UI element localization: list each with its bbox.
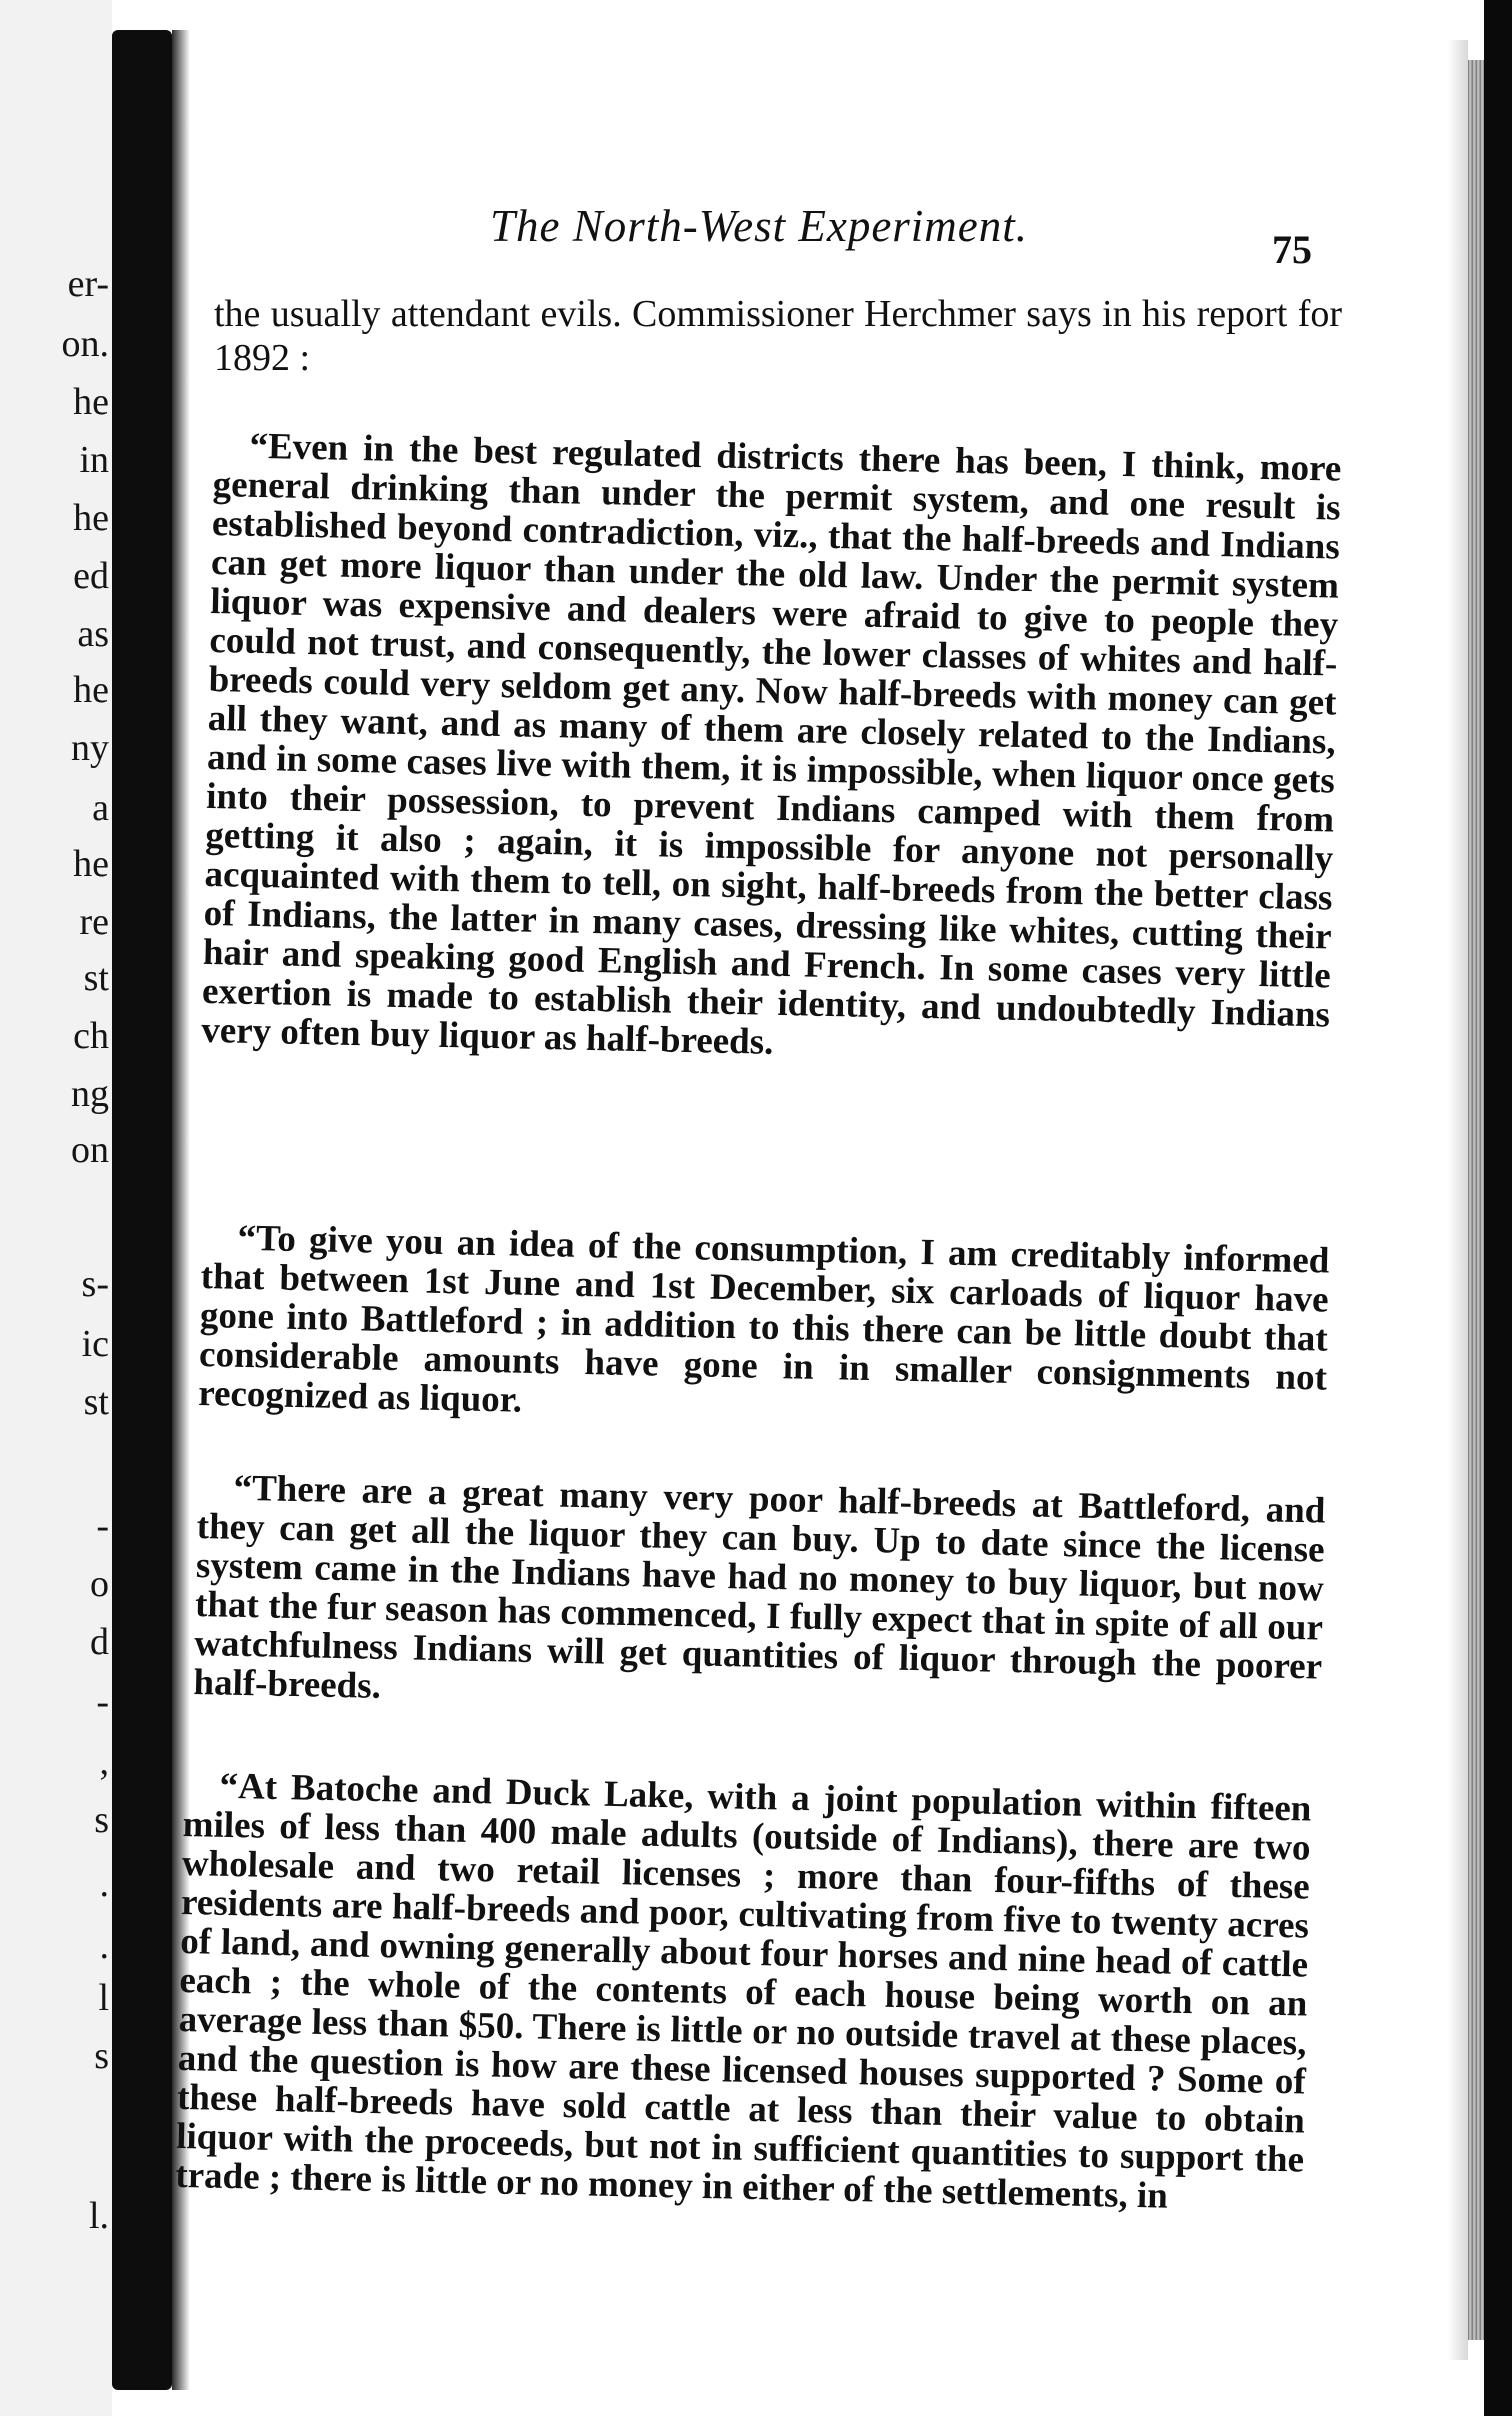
previous-page-fragment (0, 0, 112, 2416)
previous-page-line: he (73, 381, 109, 423)
quote-paragraph-1 (201, 426, 1342, 1073)
previous-page-line: ch (73, 1015, 109, 1057)
previous-page-line: he (73, 669, 109, 711)
previous-page-line: o (90, 1563, 109, 1605)
previous-page-line: - (96, 1681, 109, 1723)
previous-page-line: s (94, 2035, 109, 2077)
quote-text: “Even in the best regulated districts there has been, I think, more general drinking than under the permit system, and one result is established beyond contradiction, viz., that the half-breeds and Indians can get more liquor than under the old law. Under the permit system liquor was expensive and dealers were afraid to give to people they could not trust, and consequently, the lower classes of whites and half-breeds could very seldom get any. Now half-breeds with money can get all they want, and as many of them are closely related to the Indians, and in some cases live with them, it is impossible, when liquor once gets into their possession, to prevent Indians camped with them from getting it also ; again, it is impossible for anyone not personally acquainted with them to tell, on sight, half-breeds from the better class of Indians, the latter in many cases, dressing like whites, cutting their hair and speaking good English and French. In some cases very little exertion is made to establish their identity, and undoubtedly Indians very often buy liquor as half-breeds. (200, 425, 1342, 1063)
quote-paragraph-4 (175, 1766, 1312, 2219)
quote-paragraph-3 (193, 1468, 1326, 1726)
previous-page-line: s- (81, 1263, 109, 1305)
previous-page-line: re (79, 901, 109, 943)
previous-page-line: ny (71, 727, 109, 769)
previous-page-line: as (77, 613, 109, 655)
intro-text: the usually attendant evils. Commissioner Herchmer says in his report for 1892 : (214, 293, 1342, 379)
previous-page-line: a (92, 787, 109, 829)
intro-paragraph (214, 292, 1342, 380)
previous-page-line: ng (71, 1073, 109, 1115)
quote-text: “There are a great many very poor half-breeds at Battleford, and they can get all the liquor they can buy. Up to date since the license system came in the Indians have had no money to buy liquor, but now that the fur season has commenced, I fully expect that in spite of all our watchfulness Indians will get quantities of liquor through the poorer half-breeds. (193, 1467, 1326, 1707)
previous-page-line: he (73, 843, 109, 885)
previous-page-line: . (99, 1863, 109, 1905)
book-gutter (112, 30, 172, 2390)
quote-text: “To give you an idea of the consumption, I am creditably informed that between 1st June and 1st December, six carloads of liquor have gone into Battleford ; in addition to this there can be little doubt that considerable amounts have gone in in smaller consignments not recognized as liquor. (197, 1217, 1330, 1421)
page-edge-stack (1468, 60, 1484, 2340)
page-number: 75 (1272, 227, 1312, 272)
previous-page-line: on. (61, 323, 109, 365)
previous-page-line: ic (81, 1323, 109, 1365)
running-head: The North-West Experiment. (490, 201, 1029, 251)
previous-page-line: er- (67, 263, 109, 305)
quote-paragraph-2 (198, 1218, 1330, 1437)
previous-page-line: , (99, 1741, 109, 1783)
previous-page-line: in (79, 439, 109, 481)
previous-page-line: st (83, 1381, 109, 1423)
previous-page-line: ed (73, 555, 109, 597)
previous-page-line: l. (88, 2195, 109, 2237)
page-edge-shadow (1448, 40, 1468, 2360)
quote-text: “At Batoche and Duck Lake, with a joint population within fifteen miles of less than 400 male adults (outside of Indians), there are two wholesale and two retail licenses ; more than four-fifths of these residents are half-breeds and poor, cultivating from five to twenty acres of land, and owning generally about four horses and nine head of cattle each ; the whole of the contents of each house being worth on an average less than $50. There is little or no outside travel at these places, and the question is how are these licensed houses supported ? Some of these half-breeds have sold cattle at less than their value to obtain liquor with the proceeds, but not in sufficient quantities to support the trade ; there is little or no money in either of the settlements, in (174, 1765, 1312, 2217)
previous-page-line: l (98, 1977, 109, 2019)
previous-page-line: - (96, 1505, 109, 1547)
previous-page-line: . (99, 1925, 109, 1967)
book-page (174, 0, 1448, 2416)
previous-page-line: s (94, 1799, 109, 1841)
previous-page-line: he (73, 497, 109, 539)
previous-page-line: d (90, 1621, 109, 1663)
previous-page-line: st (83, 957, 109, 999)
book-edge (1484, 0, 1512, 2416)
previous-page-line: on (71, 1129, 109, 1171)
